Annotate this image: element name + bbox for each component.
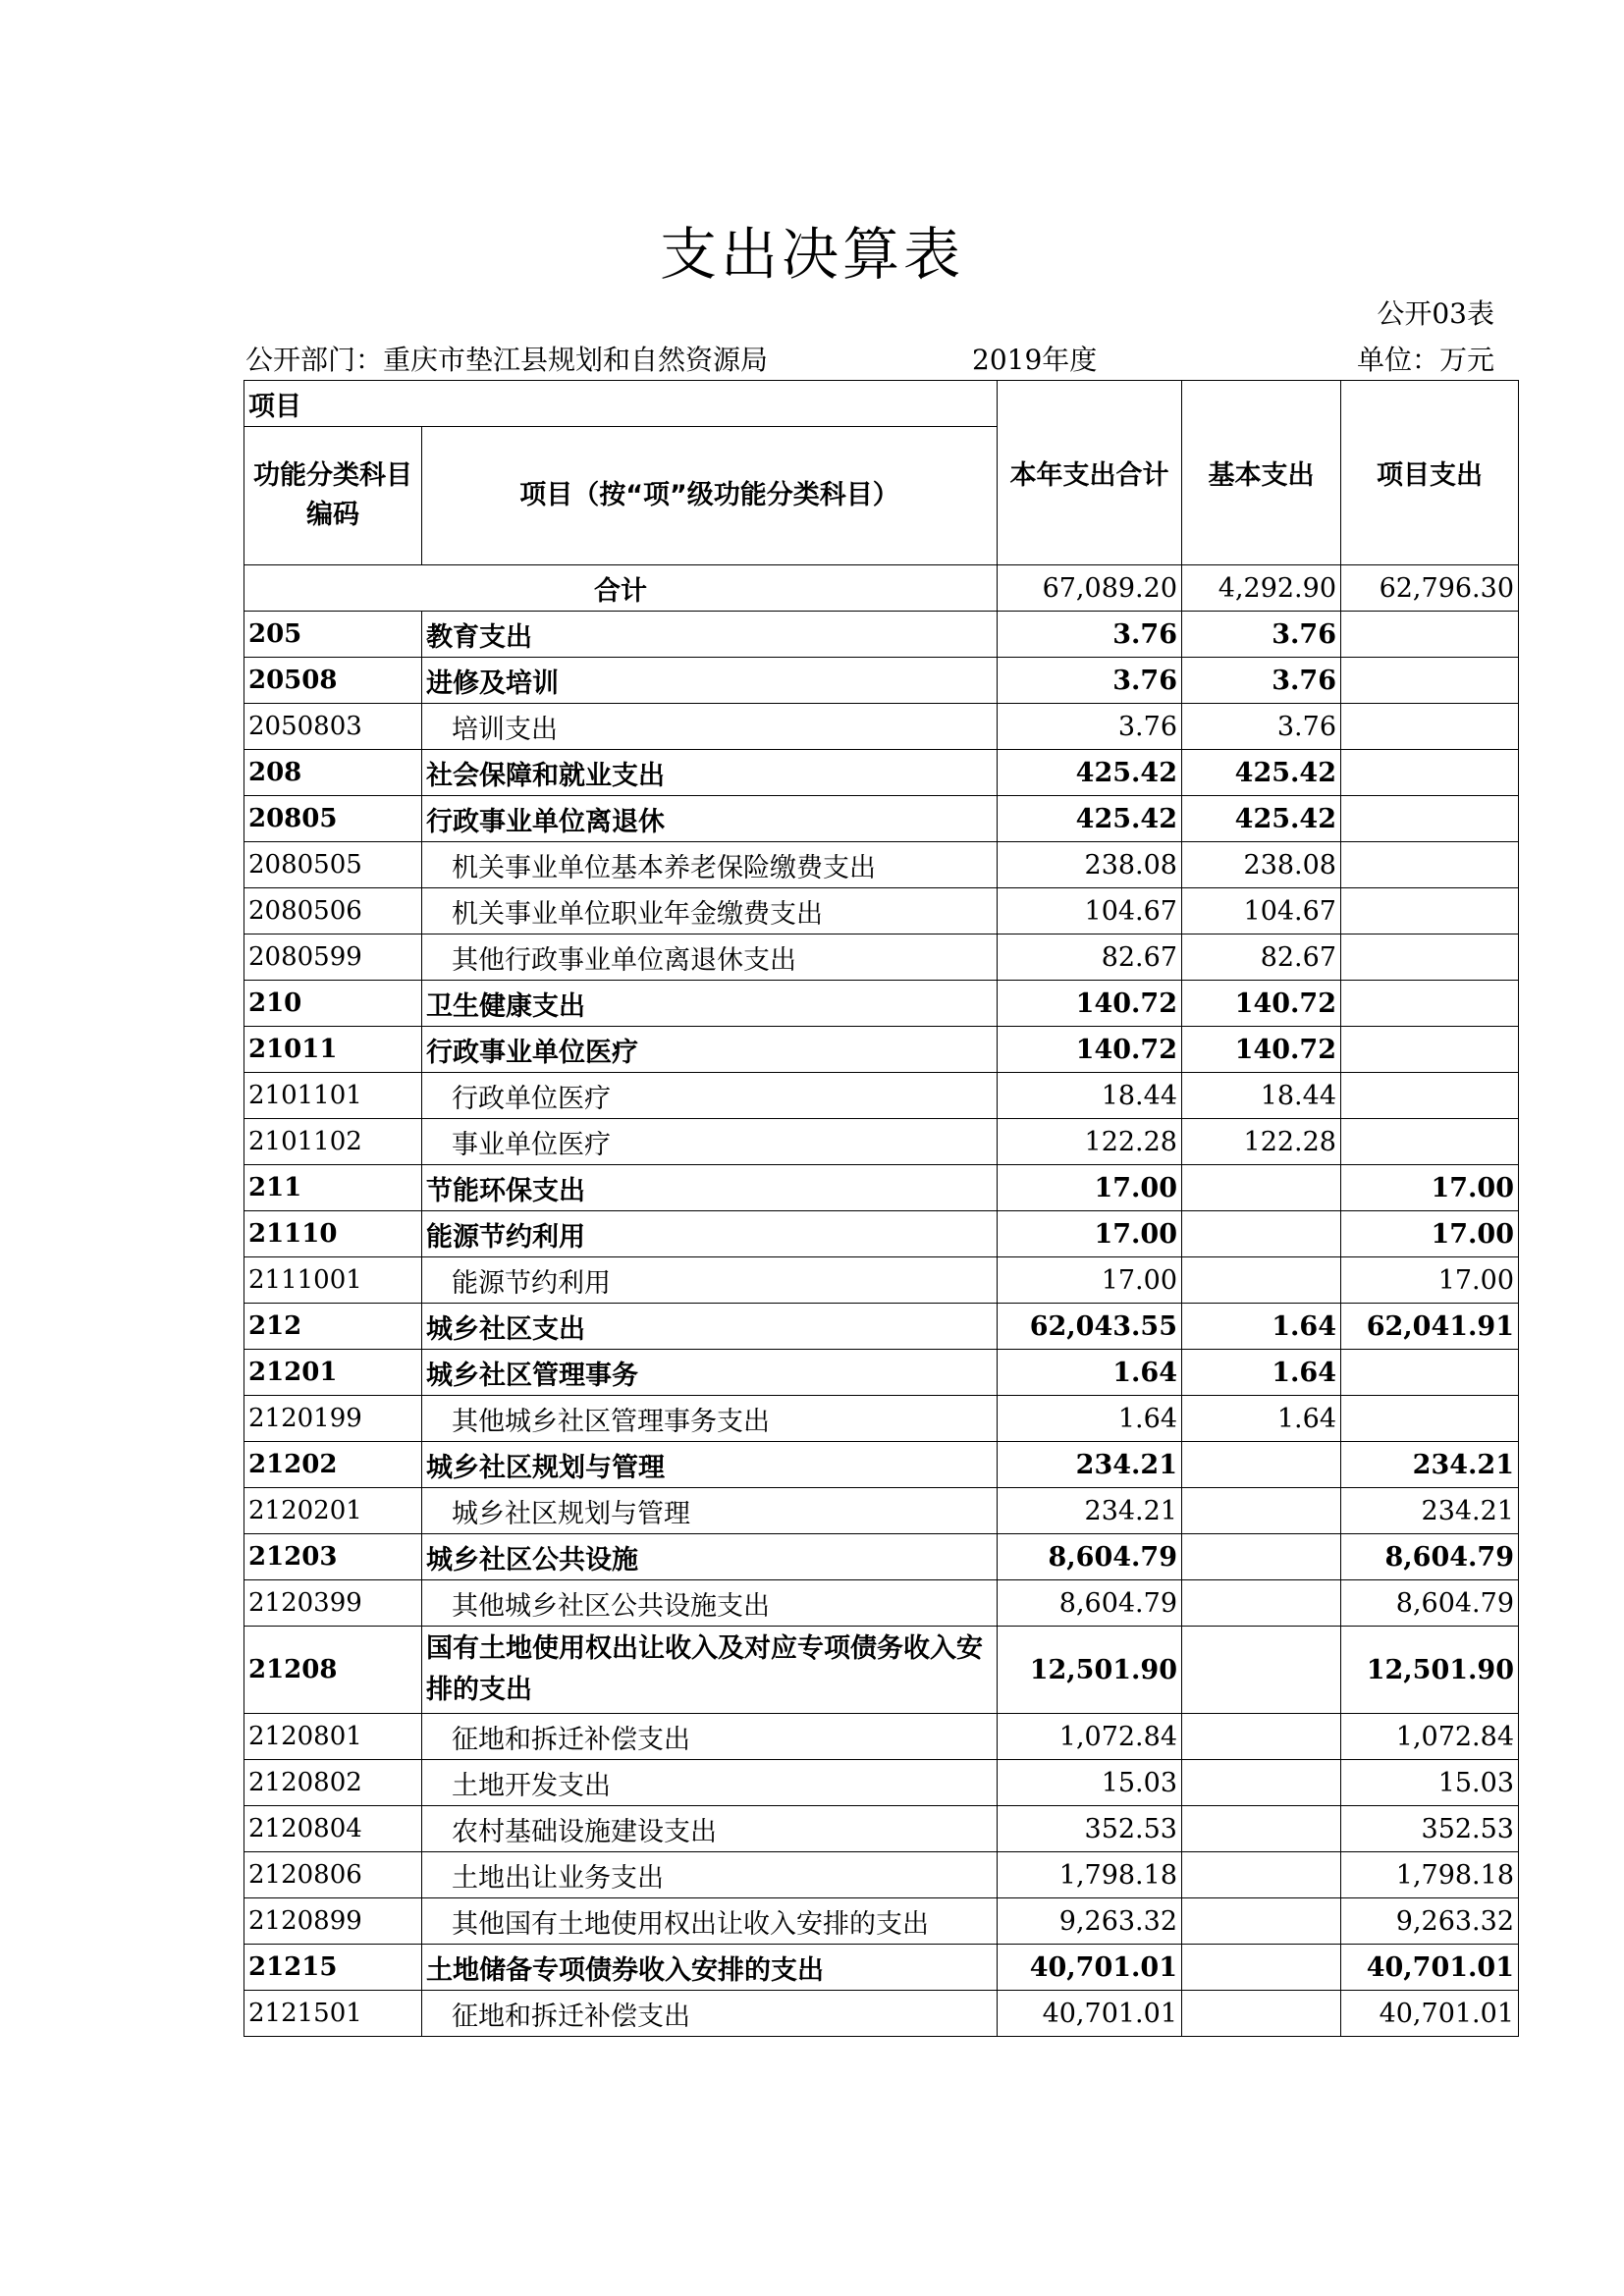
row-name: 城乡社区管理事务 — [422, 1350, 998, 1396]
row-basic — [1182, 1211, 1341, 1257]
row-code: 210 — [244, 981, 422, 1027]
row-project — [1341, 934, 1519, 981]
row-name: 教育支出 — [422, 612, 998, 658]
row-project: 17.00 — [1341, 1257, 1519, 1304]
row-code: 2120801 — [244, 1714, 422, 1760]
row-project: 1,072.84 — [1341, 1714, 1519, 1760]
total-basic: 4,292.90 — [1182, 565, 1341, 612]
row-basic: 140.72 — [1182, 1027, 1341, 1073]
row-total: 12,501.90 — [998, 1627, 1182, 1714]
row-code: 212 — [244, 1304, 422, 1350]
header-name: 项目（按“项”级功能分类科目） — [422, 427, 998, 565]
row-total: 425.42 — [998, 796, 1182, 842]
row-basic — [1182, 1165, 1341, 1211]
row-project: 8,604.79 — [1341, 1534, 1519, 1580]
row-basic — [1182, 1488, 1341, 1534]
row-code: 2080505 — [244, 842, 422, 888]
row-project: 352.53 — [1341, 1806, 1519, 1852]
row-project: 40,701.01 — [1341, 1945, 1519, 1991]
row-name: 行政事业单位医疗 — [422, 1027, 998, 1073]
row-total: 234.21 — [998, 1488, 1182, 1534]
header-basic: 基本支出 — [1182, 381, 1341, 565]
table-row — [244, 704, 1519, 750]
row-total: 3.76 — [998, 658, 1182, 704]
row-basic: 18.44 — [1182, 1073, 1341, 1119]
row-basic: 140.72 — [1182, 981, 1341, 1027]
row-basic: 82.67 — [1182, 934, 1341, 981]
table-row — [244, 796, 1519, 842]
row-basic: 3.76 — [1182, 704, 1341, 750]
row-basic: 425.42 — [1182, 796, 1341, 842]
row-total: 1.64 — [998, 1396, 1182, 1442]
row-project: 15.03 — [1341, 1760, 1519, 1806]
row-code: 2120199 — [244, 1396, 422, 1442]
header-item: 项目 — [244, 381, 998, 427]
row-name: 土地储备专项债券收入安排的支出 — [422, 1945, 998, 1991]
row-basic: 1.64 — [1182, 1396, 1341, 1442]
row-code: 2121501 — [244, 1991, 422, 2037]
row-name: 机关事业单位基本养老保险缴费支出 — [422, 842, 998, 888]
row-total: 17.00 — [998, 1165, 1182, 1211]
row-total: 140.72 — [998, 981, 1182, 1027]
row-name: 征地和拆迁补偿支出 — [422, 1991, 998, 2037]
row-name: 国有土地使用权出让收入及对应专项债务收入安排的支出 — [422, 1627, 998, 1714]
table-row — [244, 934, 1519, 981]
fiscal-year-label: 2019年度 — [972, 344, 1098, 376]
row-code: 21215 — [244, 1945, 422, 1991]
row-code: 2080599 — [244, 934, 422, 981]
row-total: 104.67 — [998, 888, 1182, 934]
table-row — [244, 1304, 1519, 1350]
table-row — [244, 1714, 1519, 1760]
table-row — [244, 1898, 1519, 1945]
row-project: 40,701.01 — [1341, 1991, 1519, 2037]
table-row — [244, 658, 1519, 704]
row-code: 20805 — [244, 796, 422, 842]
row-project — [1341, 981, 1519, 1027]
table-row — [244, 1073, 1519, 1119]
row-name: 其他行政事业单位离退休支出 — [422, 934, 998, 981]
row-project: 8,604.79 — [1341, 1580, 1519, 1627]
total-label: 合计 — [244, 565, 998, 612]
row-name: 城乡社区规划与管理 — [422, 1442, 998, 1488]
row-project — [1341, 1073, 1519, 1119]
report-meta — [245, 339, 1494, 376]
row-total: 40,701.01 — [998, 1945, 1182, 1991]
row-name: 能源节约利用 — [422, 1211, 998, 1257]
form-number: 公开03表 — [1377, 297, 1494, 330]
row-project — [1341, 842, 1519, 888]
row-total: 1,072.84 — [998, 1714, 1182, 1760]
row-project — [1341, 1396, 1519, 1442]
row-total: 140.72 — [998, 1027, 1182, 1073]
row-total: 352.53 — [998, 1806, 1182, 1852]
row-basic — [1182, 1898, 1341, 1945]
table-row — [244, 1442, 1519, 1488]
row-project — [1341, 750, 1519, 796]
row-name: 培训支出 — [422, 704, 998, 750]
row-basic — [1182, 1852, 1341, 1898]
department-label: 公开部门：重庆市垫江县规划和自然资源局 — [245, 344, 769, 376]
unit-label: 单位：万元 — [1356, 344, 1494, 376]
row-name: 其他城乡社区公共设施支出 — [422, 1580, 998, 1627]
row-name: 行政单位医疗 — [422, 1073, 998, 1119]
row-basic: 238.08 — [1182, 842, 1341, 888]
row-total: 1.64 — [998, 1350, 1182, 1396]
page-title: 支出决算表 — [659, 221, 964, 288]
table-row — [244, 750, 1519, 796]
row-total: 18.44 — [998, 1073, 1182, 1119]
row-name: 城乡社区公共设施 — [422, 1534, 998, 1580]
total-amount: 67,089.20 — [998, 565, 1182, 612]
row-code: 21110 — [244, 1211, 422, 1257]
row-total: 1,798.18 — [998, 1852, 1182, 1898]
table-row — [244, 1534, 1519, 1580]
row-basic — [1182, 1991, 1341, 2037]
row-basic: 3.76 — [1182, 658, 1341, 704]
row-project — [1341, 796, 1519, 842]
row-name: 其他城乡社区管理事务支出 — [422, 1396, 998, 1442]
table-row — [244, 1027, 1519, 1073]
table-row — [244, 612, 1519, 658]
row-basic: 122.28 — [1182, 1119, 1341, 1165]
row-name: 土地开发支出 — [422, 1760, 998, 1806]
table-row — [244, 1852, 1519, 1898]
row-total: 238.08 — [998, 842, 1182, 888]
table-row — [244, 888, 1519, 934]
row-code: 2080506 — [244, 888, 422, 934]
header-project: 项目支出 — [1341, 381, 1519, 565]
table-row — [244, 1165, 1519, 1211]
header-code: 功能分类科目编码 — [244, 427, 422, 565]
row-project: 9,263.32 — [1341, 1898, 1519, 1945]
row-name: 进修及培训 — [422, 658, 998, 704]
row-project — [1341, 1027, 1519, 1073]
row-basic: 104.67 — [1182, 888, 1341, 934]
table-row — [244, 1580, 1519, 1627]
row-total: 40,701.01 — [998, 1991, 1182, 2037]
row-basic — [1182, 1534, 1341, 1580]
row-total: 17.00 — [998, 1211, 1182, 1257]
row-project — [1341, 888, 1519, 934]
header-row-top — [244, 381, 1519, 427]
row-project: 17.00 — [1341, 1165, 1519, 1211]
row-name: 征地和拆迁补偿支出 — [422, 1714, 998, 1760]
row-name: 社会保障和就业支出 — [422, 750, 998, 796]
row-code: 2050803 — [244, 704, 422, 750]
row-name: 其他国有土地使用权出让收入安排的支出 — [422, 1898, 998, 1945]
row-code: 2101102 — [244, 1119, 422, 1165]
row-code: 208 — [244, 750, 422, 796]
row-name: 节能环保支出 — [422, 1165, 998, 1211]
table-row — [244, 1760, 1519, 1806]
row-project: 62,041.91 — [1341, 1304, 1519, 1350]
row-basic — [1182, 1760, 1341, 1806]
row-project: 12,501.90 — [1341, 1627, 1519, 1714]
row-basic — [1182, 1806, 1341, 1852]
row-project: 234.21 — [1341, 1442, 1519, 1488]
header-total: 本年支出合计 — [998, 381, 1182, 565]
row-project — [1341, 1119, 1519, 1165]
table-row — [244, 1211, 1519, 1257]
total-row — [244, 565, 1519, 612]
row-total: 425.42 — [998, 750, 1182, 796]
row-basic — [1182, 1714, 1341, 1760]
table-row — [244, 1945, 1519, 1991]
row-total: 17.00 — [998, 1257, 1182, 1304]
row-code: 20508 — [244, 658, 422, 704]
row-name: 城乡社区规划与管理 — [422, 1488, 998, 1534]
table-row — [244, 842, 1519, 888]
row-name: 能源节约利用 — [422, 1257, 998, 1304]
table-row — [244, 1257, 1519, 1304]
row-basic: 1.64 — [1182, 1304, 1341, 1350]
row-total: 15.03 — [998, 1760, 1182, 1806]
table-row — [244, 1119, 1519, 1165]
table-row — [244, 1991, 1519, 2037]
row-code: 21208 — [244, 1627, 422, 1714]
row-total: 3.76 — [998, 704, 1182, 750]
row-code: 2111001 — [244, 1257, 422, 1304]
row-total: 234.21 — [998, 1442, 1182, 1488]
table-row — [244, 1488, 1519, 1534]
row-name: 卫生健康支出 — [422, 981, 998, 1027]
row-code: 2120899 — [244, 1898, 422, 1945]
row-name: 事业单位医疗 — [422, 1119, 998, 1165]
row-basic — [1182, 1945, 1341, 1991]
row-project — [1341, 704, 1519, 750]
row-code: 21201 — [244, 1350, 422, 1396]
row-code: 2120399 — [244, 1580, 422, 1627]
row-total: 8,604.79 — [998, 1580, 1182, 1627]
row-basic — [1182, 1442, 1341, 1488]
row-project — [1341, 612, 1519, 658]
row-total: 82.67 — [998, 934, 1182, 981]
total-project: 62,796.30 — [1341, 565, 1519, 612]
row-basic: 425.42 — [1182, 750, 1341, 796]
table-row — [244, 1806, 1519, 1852]
row-code: 2101101 — [244, 1073, 422, 1119]
row-project: 234.21 — [1341, 1488, 1519, 1534]
row-code: 21203 — [244, 1534, 422, 1580]
row-name: 农村基础设施建设支出 — [422, 1806, 998, 1852]
row-total: 9,263.32 — [998, 1898, 1182, 1945]
row-code: 211 — [244, 1165, 422, 1211]
table-row — [244, 981, 1519, 1027]
row-code: 21011 — [244, 1027, 422, 1073]
row-name: 土地出让业务支出 — [422, 1852, 998, 1898]
row-code: 2120806 — [244, 1852, 422, 1898]
row-total: 8,604.79 — [998, 1534, 1182, 1580]
row-project: 17.00 — [1341, 1211, 1519, 1257]
row-project — [1341, 658, 1519, 704]
table-row — [244, 1350, 1519, 1396]
expenditure-table — [244, 380, 1519, 2037]
row-name: 行政事业单位离退休 — [422, 796, 998, 842]
row-basic — [1182, 1580, 1341, 1627]
row-project — [1341, 1350, 1519, 1396]
row-basic: 1.64 — [1182, 1350, 1341, 1396]
row-name: 机关事业单位职业年金缴费支出 — [422, 888, 998, 934]
row-total: 62,043.55 — [998, 1304, 1182, 1350]
row-name: 城乡社区支出 — [422, 1304, 998, 1350]
row-code: 2120201 — [244, 1488, 422, 1534]
table-row — [244, 1627, 1519, 1714]
row-code: 2120802 — [244, 1760, 422, 1806]
table-row — [244, 1396, 1519, 1442]
row-total: 122.28 — [998, 1119, 1182, 1165]
row-total: 3.76 — [998, 612, 1182, 658]
row-code: 2120804 — [244, 1806, 422, 1852]
row-project: 1,798.18 — [1341, 1852, 1519, 1898]
row-basic: 3.76 — [1182, 612, 1341, 658]
row-basic — [1182, 1627, 1341, 1714]
row-code: 205 — [244, 612, 422, 658]
row-basic — [1182, 1257, 1341, 1304]
row-code: 21202 — [244, 1442, 422, 1488]
